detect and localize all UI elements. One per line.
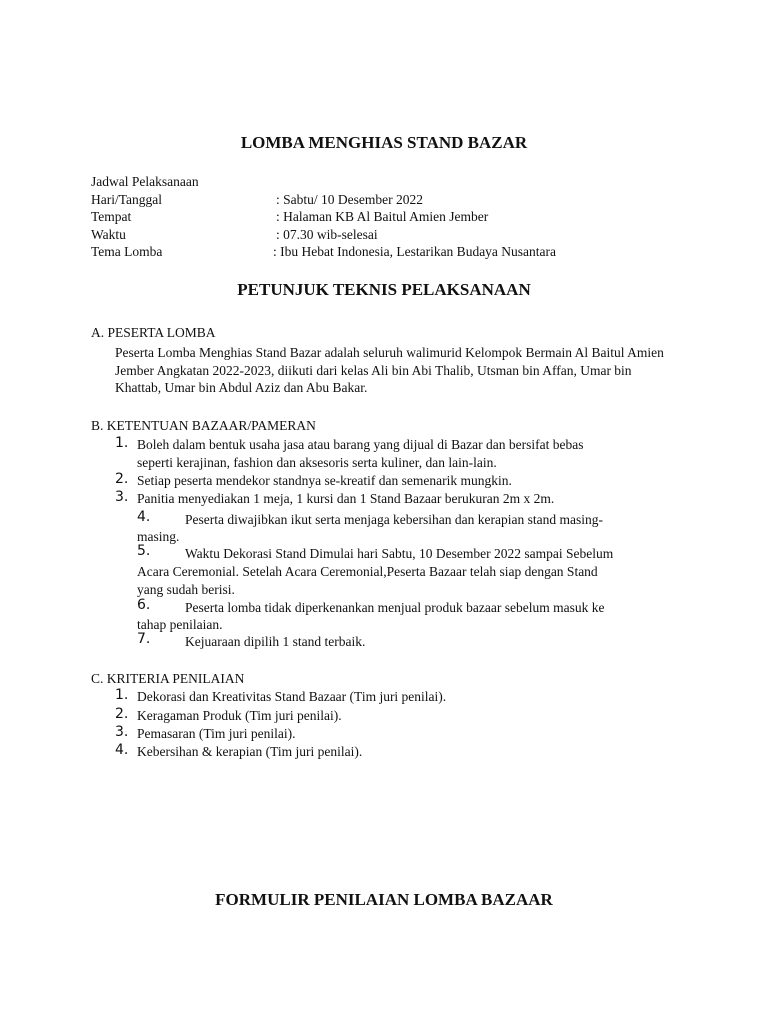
schedule-value-time: : 07.30 wib-selesai: [276, 227, 378, 242]
list-item-text: Boleh dalam bentuk usaha jasa atau barang yang dijual di Bazar dan bersifat bebas: [137, 437, 584, 452]
list-item-text: Kejuaraan dipilih 1 stand terbaik.: [185, 634, 366, 649]
schedule-value-place: : Halaman KB Al Baitul Amien Jember: [276, 209, 489, 224]
main-title: LOMBA MENGHIAS STAND BAZAR: [240, 133, 528, 152]
list-number: 1.: [115, 687, 129, 703]
section-title-teknis: PETUNJUK TEKNIS PELAKSANAAN: [237, 280, 531, 299]
list-number: 1.: [115, 435, 129, 451]
list-number: 4.: [137, 509, 151, 525]
section-a-paragraph: Peserta Lomba Menghias Stand Bazar adalah seluruh walimurid Kelompok Bermain Al Baitul Amien Jember Angkatan 2022-2023, diikuti dari kelas Ali bin Abi Thalib, Utsman bin Affan, Umar bin Khattab, Umar bin Abdul Aziz dan Abu Bakar.: [115, 345, 664, 395]
list-item-text: masing.: [137, 529, 180, 544]
section-a-heading: A. PESERTA LOMBA: [91, 325, 216, 340]
list-number: 3.: [115, 489, 129, 505]
list-item-text: yang sudah berisi.: [137, 582, 235, 597]
list-number: 4.: [115, 742, 129, 758]
list-item-text: Setiap peserta mendekor standnya se-kreatif dan semenarik mungkin.: [137, 473, 512, 488]
list-number: 7.: [137, 631, 151, 647]
list-number: 2.: [115, 471, 129, 487]
list-item-text: Panitia menyediakan 1 meja, 1 kursi dan 1 Stand Bazaar berukuran 2m x 2m.: [137, 491, 555, 506]
list-item-text: Dekorasi dan Kreativitas Stand Bazaar (Tim juri penilai).: [137, 689, 447, 704]
schedule-value-date: : Sabtu/ 10 Desember 2022: [276, 192, 423, 207]
section-title-formulir: FORMULIR PENILAIAN LOMBA BAZAAR: [215, 890, 553, 909]
section-c-heading: C. KRITERIA PENILAIAN: [91, 671, 245, 686]
schedule-label-date: Hari/Tanggal: [91, 192, 163, 207]
list-number: 6.: [137, 597, 151, 613]
list-item-text: Pemasaran (Tim juri penilai).: [137, 726, 296, 741]
schedule-label-time: Waktu: [91, 227, 126, 242]
list-item-text: Kebersihan & kerapian (Tim juri penilai).: [137, 744, 363, 759]
list-item-text: tahap penilaian.: [137, 617, 223, 632]
list-item-text: Peserta diwajibkan ikut serta menjaga kebersihan dan kerapian stand masing-: [185, 512, 603, 527]
list-number: 2.: [115, 706, 129, 722]
list-number: 5.: [137, 543, 151, 559]
schedule-heading: Jadwal Pelaksanaan: [91, 174, 199, 189]
schedule-value-theme: : Ibu Hebat Indonesia, Lestarikan Budaya Nusantara: [273, 244, 557, 259]
schedule-label-place: Tempat: [91, 209, 132, 224]
list-number: 3.: [115, 724, 129, 740]
list-item-text: Peserta lomba tidak diperkenankan menjual produk bazaar sebelum masuk ke: [185, 600, 605, 615]
list-item-text: seperti kerajinan, fashion dan aksesoris serta kuliner, dan lain-lain.: [137, 455, 497, 470]
schedule-label-theme: Tema Lomba: [91, 244, 163, 259]
section-b-heading: B. KETENTUAN BAZAAR/PAMERAN: [91, 418, 316, 433]
list-item-text: Waktu Dekorasi Stand Dimulai hari Sabtu, 10 Desember 2022 sampai Sebelum: [185, 546, 614, 561]
list-item-text: Keragaman Produk (Tim juri penilai).: [137, 708, 342, 723]
list-item-text: Acara Ceremonial. Setelah Acara Ceremonial,Peserta Bazaar telah siap dengan Stand: [137, 564, 598, 579]
